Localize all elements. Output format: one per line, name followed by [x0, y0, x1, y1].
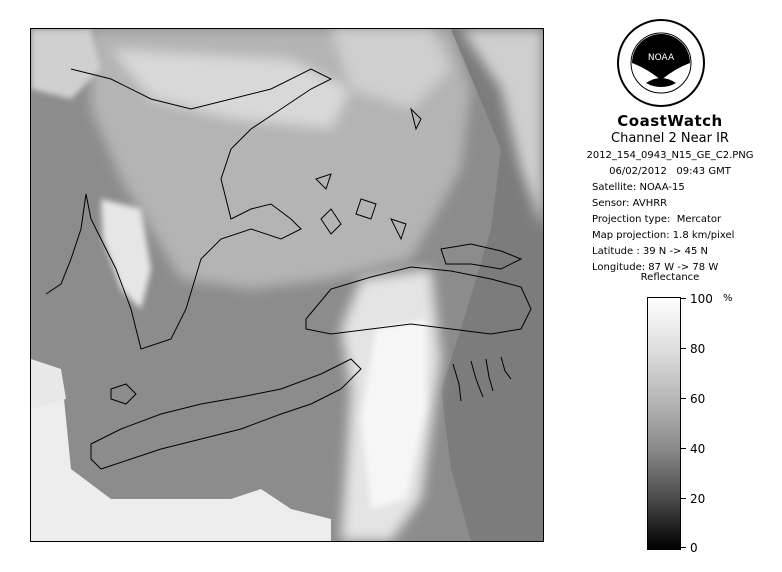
satellite-label: Satellite: NOAA-15	[592, 182, 685, 193]
map-projection-label: Map projection: 1.8 km/pixel	[592, 230, 735, 241]
colorbar-tick-label: 20	[690, 492, 706, 506]
legend-unit: %	[723, 293, 733, 304]
colorbar-tick	[680, 398, 686, 399]
colorbar-tick	[680, 547, 686, 548]
colorbar-tick	[680, 448, 686, 449]
datetime-label: 06/02/2012 09:43 GMT	[609, 166, 731, 177]
sensor-label: Sensor: AVHRR	[592, 198, 668, 209]
channel-label: Channel 2 Near IR	[611, 131, 729, 146]
colorbar-tick-label: 40	[690, 442, 706, 456]
filename-label: 2012_154_0943_N15_GE_C2.PNG	[586, 150, 754, 161]
map-svg	[31, 29, 543, 541]
noaa-logo-icon	[616, 18, 706, 108]
colorbar-tick-label: 60	[690, 392, 706, 406]
noaa-logo	[616, 18, 706, 108]
colorbar-tick	[680, 298, 686, 299]
longitude-label: Longitude: 87 W -> 78 W	[592, 262, 719, 273]
brand-title: CoastWatch	[617, 112, 723, 130]
info-panel	[558, 112, 782, 276]
colorbar-tick-label: 0	[690, 541, 698, 555]
legend-title: Reflectance	[640, 272, 700, 283]
reflectance-colorbar	[647, 297, 681, 550]
noaa-logo-text: NOAA	[647, 53, 675, 63]
latitude-label: Latitude : 39 N -> 45 N	[592, 246, 708, 257]
colorbar-tick-label: 100	[690, 292, 713, 306]
colorbar-tick-label: 80	[690, 342, 706, 356]
projection-type-label: Projection type: Mercator	[592, 214, 722, 225]
colorbar-tick	[680, 498, 686, 499]
satellite-map	[30, 28, 544, 542]
colorbar-tick	[680, 348, 686, 349]
